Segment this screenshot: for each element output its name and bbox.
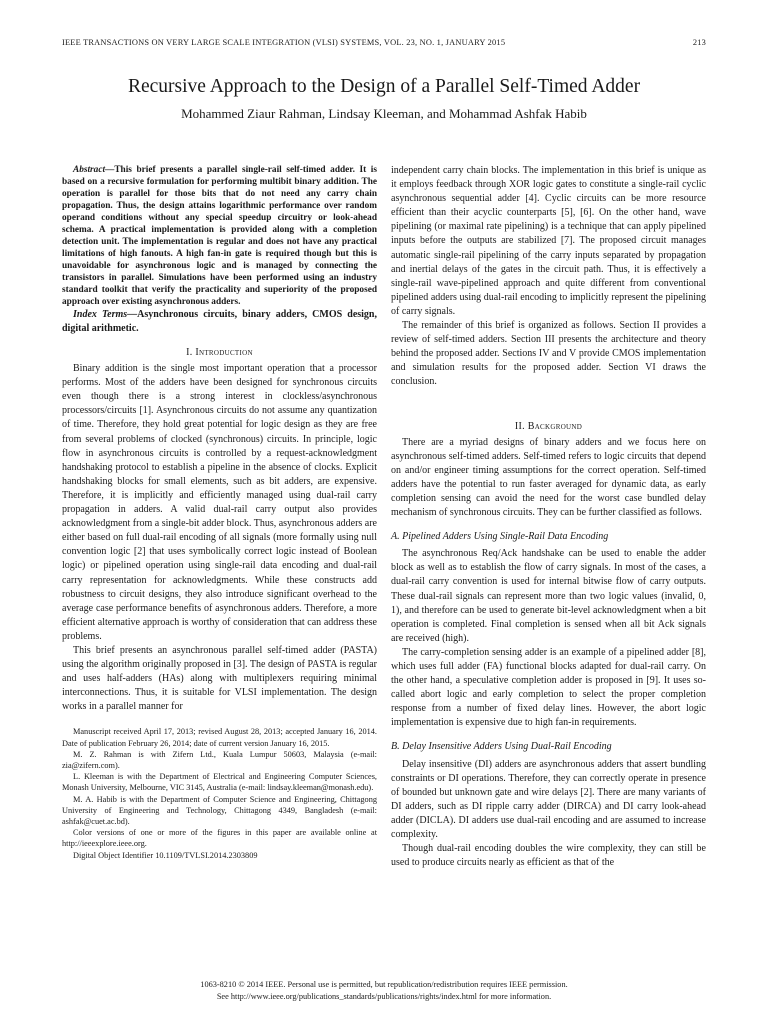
intro-paragraph-1: Binary addition is the single most important operation that a processor performs. Most of the adders have been designed for synchronous circuits even though there is a strong interest in clockless/asynchronous processors/circuits [1]. Asynchronous circuits do not assume any quantization of time. Therefore, they hold great potential for logic design as they are free from several problems of clocked (synchronous) circuits. In principle, logic flow in asynchronous circuits is controlled by a request-acknowledgment handshaking protocol to establish a pipeline in the absence of clocks. Explicit handshaking blocks for small elements, such as bit adders, are expensive. Therefore, it is implicitly and efficiently managed using dual-rail carry propagation in adders. A valid dual-rail carry output also provides acknowledgment from a single-bit adder block. Thus, asynchronous adders are either based on full dual-rail encoding of all signals (more formally using null convention logic [2] that uses symbolically correct logic instead of Boolean logic) or pipelined operation using single-rail data encoding and dual-rail carry representation for acknowledgments. While these constructs add robustness to circuit designs, they also introduce significant overhead to the average case performance benefits of asynchronous adders. Therefore, a more efficient alternative approach is worthy of consideration that can address these problems. (62, 363, 377, 642)
abstract-label: Abstract (73, 165, 106, 175)
subsection-b-paragraph-1: Delay insensitive (DI) adders are asynchronous adders that assert bundling constraints or DI operations. Therefore, they can correctly operate in presence of bounded but unknown gate and wire delays [2]. There are many variants of DI adders, such as DI ripple carry adder (DIRCA) and DI carry look-ahead adder (DICLA). DI adders use dual-rail encoding and are assumed to increase complexity. (391, 758, 706, 841)
right-column (391, 164, 706, 870)
footnote-author-kleeman: L. Kleeman is with the Department of Electrical and Engineering Computer Sciences, Monash University, Melbourne, VIC 3145, Australia (e-mail: lindsay.kleeman@monash.edu). (62, 772, 377, 793)
background-paragraph-1: There are a myriad designs of binary adders and we focus here on asynchronous self-timed adders. Self-timed refers to logic circuits that depend on and/or engineer timing assumptions for the correct operation. Self-timed adders have the potential to run faster averaged for dynamic data, as early completion sensing can avoid the need for the worst case bundled delay mechanism of synchronous circuits. They can be further classified as follows. (391, 436, 706, 519)
footnote-manuscript: Manuscript received April 17, 2013; revised August 28, 2013; accepted January 16, 2014. Date of publication February 26, 2014; date of current version January 16, 2015. (62, 727, 377, 748)
intro-paragraph-2: This brief presents an asynchronous parallel self-timed adder (PASTA) using the algorithm originally proposed in [3]. The design of PASTA is regular and uses half-adders (HAs) along with multiplexers requiring minimal interconnections. Thus, it is suitable for VLSI implementation. The design works in a parallel manner for (62, 644, 377, 713)
journal-name: IEEE TRANSACTIONS ON VERY LARGE SCALE INTEGRATION (VLSI) SYSTEMS, VOL. 23, NO. 1, JANUARY 2015 (62, 38, 506, 47)
intro-paragraph-4: The remainder of this brief is organized as follows. Section II provides a review of self-timed adders. Section III presents the architecture and theory behind the proposed adder. Sections IV and V provide CMOS implementation and simulation results for the proposed adder. Section VI draws the conclusion. (391, 320, 706, 388)
abstract (62, 164, 377, 308)
section-heading-introduction: I. Introduction (186, 347, 253, 358)
copyright-line-1: 1063-8210 © 2014 IEEE. Personal use is permitted, but republication/redistribution requires IEEE permission. (200, 980, 568, 989)
index-terms-label: Index Terms (73, 309, 128, 320)
paper-title: Recursive Approach to the Design of a Parallel Self-Timed Adder (127, 76, 641, 97)
author-list: Mohammed Ziaur Rahman, Lindsay Kleeman, and Mohammad Ashfak Habib (181, 106, 587, 121)
index-terms (62, 308, 377, 336)
copyright-notice (0, 979, 768, 1002)
copyright-line-2: See http://www.ieee.org/publications_standards/publications/rights/index.html for more information. (216, 991, 552, 1001)
footnote-color-versions: Color versions of one or more of the figures in this paper are available online at http://ieeexplore.ieee.org. (62, 828, 377, 849)
footnote-doi: Digital Object Identifier 10.1109/TVLSI.2014.2303809 (73, 850, 258, 860)
subsection-a-paragraph-1: The asynchronous Req/Ack handshake can be used to enable the adder block as well as to establish the flow of carry signals. In most of the cases, a dual-rail carry convention is used for internal bitwise flow of carry outputs. These dual-rail signals can represent more than two logic values (invalid, 0, 1), and therefore can be used to generate bit-level acknowledgment when a bit operation is completed. Final completion is sensed when all bit Ack signals are received (high). (391, 548, 706, 644)
subsection-heading-delay-insensitive-adders: B. Delay Insensitive Adders Using Dual-Rail Encoding (391, 741, 612, 753)
subsection-heading-pipelined-adders: A. Pipelined Adders Using Single-Rail Data Encoding (391, 531, 609, 543)
running-header (62, 38, 706, 47)
footnote-author-rahman: M. Z. Rahman is with Zifern Ltd., Kuala Lumpur 50603, Malaysia (e-mail: zia@zifern.com). (62, 749, 377, 771)
intro-paragraph-3: independent carry chain blocks. The implementation in this brief is unique as it employs feedback through XOR logic gates to constitute a single-rail cyclic asynchronous sequential adder [4]. Cyclic circuits can be more resource efficient than their acyclic counterparts [5], [6]. On the other hand, wave pipelining (or maximal rate pipelining) is a technique that can apply pipelined inputs before the outputs are stabilized [7]. The proposed circuit manages automatic single-rail pipelining of the carry inputs separated by propagation and inertial delays of the gates in the circuit path. Thus, it is effectively a single-rail wave-pipelined approach and quite different from conventional pipelined adders using dual-rail encoding to implicitly represent the pipelining of carry signals. (391, 165, 706, 317)
abstract-text: —This brief presents a parallel single-rail self-timed adder. It is based on a recursive formulation for performing multibit binary addition. The operation is parallel for those bits that do not need any carry chain propagation. Thus, the design attains logarithmic performance over random operand conditions without any special speedup circuitry or look-ahead schema. A practical implementation is provided along with a completion detection unit. The implementation is regular and does not have any practical limitations of high fanouts. A high fan-in gate is required though but this is unavoidable for asynchronous logic and is managed by connecting the transistors in parallel. Simulations have been performed using an industry standard toolkit that verify the practicality and superiority of the proposed approach over existing asynchronous adders. (62, 165, 377, 307)
left-column (62, 164, 377, 861)
subsection-a-paragraph-2: The carry-completion sensing adder is an example of a pipelined adder [8], which uses full adder (FA) functional blocks adapted for dual-rail carry. On the other hand, a speculative completion adder is proposed in [9]. It uses so-called abort logic and early completion to select the proper completion response from a number of fixed delay lines. However, the abort logic implementation is expensive due to high fan-in requirements. (391, 646, 706, 729)
subsection-b-paragraph-2: Though dual-rail encoding doubles the wire complexity, they can still be used to produce circuits nearly as efficient as that of the (391, 843, 706, 869)
page-number: 213 (692, 38, 706, 47)
footnotes (62, 726, 377, 860)
index-terms-text: —Asynchronous circuits, binary adders, CMOS design, digital arithmetic. (62, 309, 377, 334)
section-heading-background: II. Background (514, 420, 583, 432)
footnote-author-habib: M. A. Habib is with the Department of Computer Science and Engineering, Chittagong University of Engineering and Technology, Chittagong 4349, Bangladesh (e-mail: ashfak@cuet.ac.bd). (62, 794, 377, 827)
